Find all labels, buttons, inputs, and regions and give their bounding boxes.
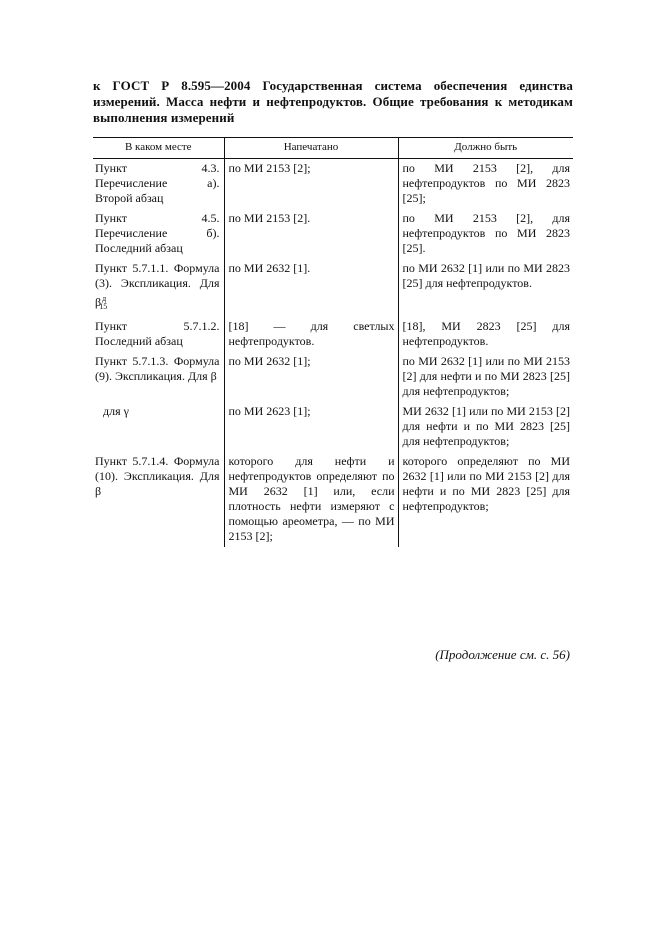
table-header-row (93, 138, 573, 159)
table-row (93, 209, 573, 259)
cell-should-be: по МИ 2153 [2], для нефтепродуктов по МИ 2823 [25]; (398, 159, 573, 210)
cell-should-be: [18], МИ 2823 [25] для нефтепродуктов. (398, 317, 573, 352)
cell-where: для γ (103, 404, 129, 419)
beta-subscript: 15 (99, 302, 108, 312)
header-where: В каком месте (93, 138, 224, 159)
cell-where: Пункт 4.5. Перечисление б). Последний абзац (95, 211, 220, 255)
cell-printed: по МИ 2153 [2]; (224, 159, 398, 210)
header-printed: Напечатано (224, 138, 398, 159)
table-row (93, 452, 573, 547)
continuation-note: (Продолжение см. с. 56) (435, 647, 570, 662)
cell-printed: по МИ 2153 [2]. (224, 209, 398, 259)
beta-superscript: д (102, 294, 107, 303)
corrections-table-wrap (93, 137, 573, 547)
cell-where: Пункт 4.3. Перечисление а). Второй абзац (95, 161, 220, 205)
cell-printed: по МИ 2623 [1]; (224, 402, 398, 452)
header-should-be: Должно быть (398, 138, 573, 159)
cell-should-be: по МИ 2153 [2], для нефтепродуктов по МИ 2823 [25]. (398, 209, 573, 259)
corrections-table (93, 137, 573, 547)
cell-should-be: по МИ 2632 [1] или по МИ 2823 [25] для нефтепродуктов. (398, 259, 573, 317)
cell-should-be: МИ 2632 [1] или по МИ 2153 [2] для нефти и по МИ 2823 [25] для нефтепродуктов; (398, 402, 573, 452)
table-row (93, 159, 573, 210)
cell-should-be: по МИ 2632 [1] или по МИ 2153 [2] для нефти и по МИ 2823 [25] для нефтепродуктов; (398, 352, 573, 402)
table-row (93, 402, 573, 452)
cell-printed: по МИ 2632 [1]; (224, 352, 398, 402)
cell-printed: [18] — для светлых нефтепродуктов. (224, 317, 398, 352)
document-title: к ГОСТ Р 8.595—2004 Государственная система обеспечения единства измерений. Масса нефти и нефтепродуктов. Общие требования к методикам выполнения измерений (93, 78, 573, 125)
cell-where-main: Пункт 5.7.1.1. Формула (3). Экспликация. Для β (95, 261, 220, 309)
cell-where: Пункт 5.7.1.2. Последний абзац (95, 319, 220, 349)
cell-where: Пункт 5.7.1.3. Формула (9). Экспликация. Для β (95, 354, 220, 384)
table-row (93, 352, 573, 402)
cell-printed: которого для нефти и нефтепродуктов определяют по МИ 2632 [1] или, если плотность нефти измеряют с помощью ареометра, — по МИ 2153 [2]; (224, 452, 398, 547)
cell-where (93, 259, 224, 317)
cell-where: Пункт 5.7.1.4. Формула (10). Экспликация. Для β (95, 454, 220, 499)
table-row (93, 259, 573, 317)
table-row (93, 317, 573, 352)
cell-printed: по МИ 2632 [1]. (224, 259, 398, 317)
cell-should-be: которого определяют по МИ 2632 [1] или по МИ 2153 [2] для нефти и по МИ 2823 [25] для нефтепродуктов; (398, 452, 573, 547)
